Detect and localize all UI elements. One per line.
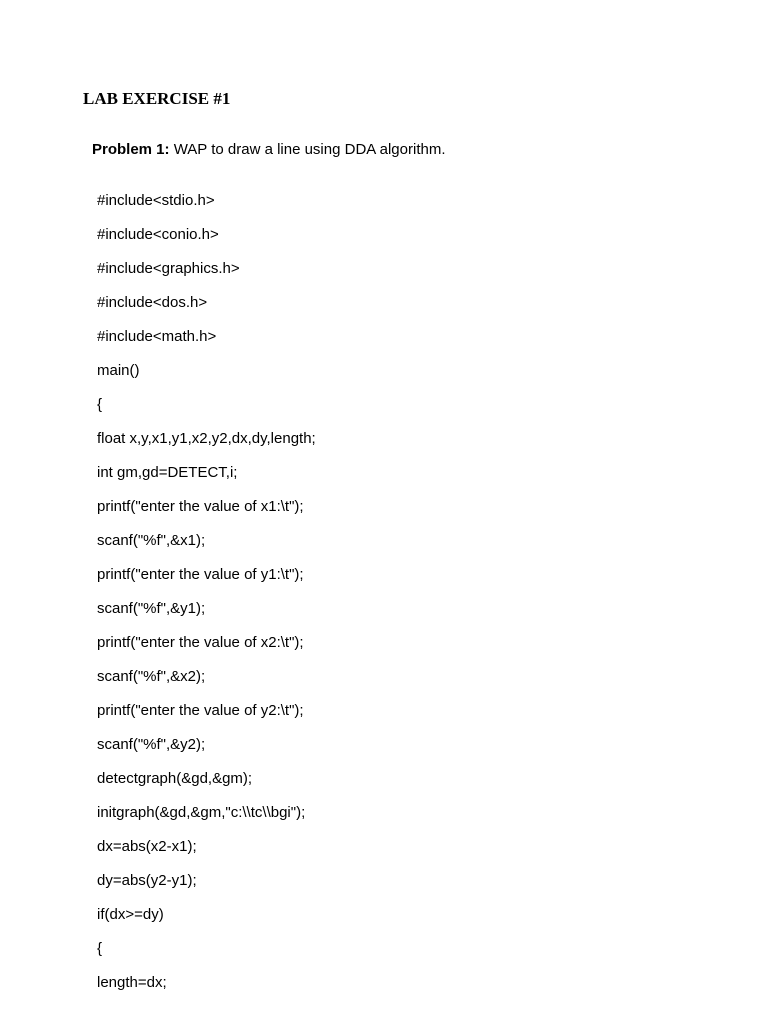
code-line: initgraph(&gd,&gm,"c:\\tc\\bgi"); [97, 804, 306, 821]
code-line: if(dx>=dy) [97, 906, 164, 923]
code-line: dy=abs(y2-y1); [97, 872, 197, 889]
code-line: printf("enter the value of x1:\t"); [97, 498, 304, 515]
code-line: dx=abs(x2-x1); [97, 838, 197, 855]
code-line: #include<math.h> [97, 328, 217, 345]
code-line: printf("enter the value of y1:\t"); [97, 566, 304, 583]
code-line: #include<stdio.h> [97, 192, 215, 209]
problem-label: Problem 1: [92, 141, 170, 158]
code-line: scanf("%f",&y2); [97, 736, 206, 753]
code-line: scanf("%f",&y1); [97, 600, 206, 617]
code-line: { [97, 396, 103, 413]
code-line: scanf("%f",&x2); [97, 668, 206, 685]
code-line: main() [97, 362, 140, 379]
code-line: int gm,gd=DETECT,i; [97, 464, 238, 481]
code-line: length=dx; [97, 974, 167, 991]
code-line: #include<dos.h> [97, 294, 208, 311]
problem-statement [92, 139, 446, 161]
code-listing [97, 190, 316, 1006]
code-line: float x,y,x1,y1,x2,y2,dx,dy,length; [97, 430, 316, 447]
code-line: { [97, 940, 103, 957]
lab-exercise-title: LAB EXERCISE #1 [83, 89, 231, 108]
problem-text: WAP to draw a line using DDA algorithm. [173, 141, 446, 158]
code-line: printf("enter the value of y2:\t"); [97, 702, 304, 719]
code-line: #include<conio.h> [97, 226, 219, 243]
code-line: #include<graphics.h> [97, 260, 240, 277]
code-line: printf("enter the value of x2:\t"); [97, 634, 304, 651]
code-line: detectgraph(&gd,&gm); [97, 770, 253, 787]
code-line: scanf("%f",&x1); [97, 532, 206, 549]
